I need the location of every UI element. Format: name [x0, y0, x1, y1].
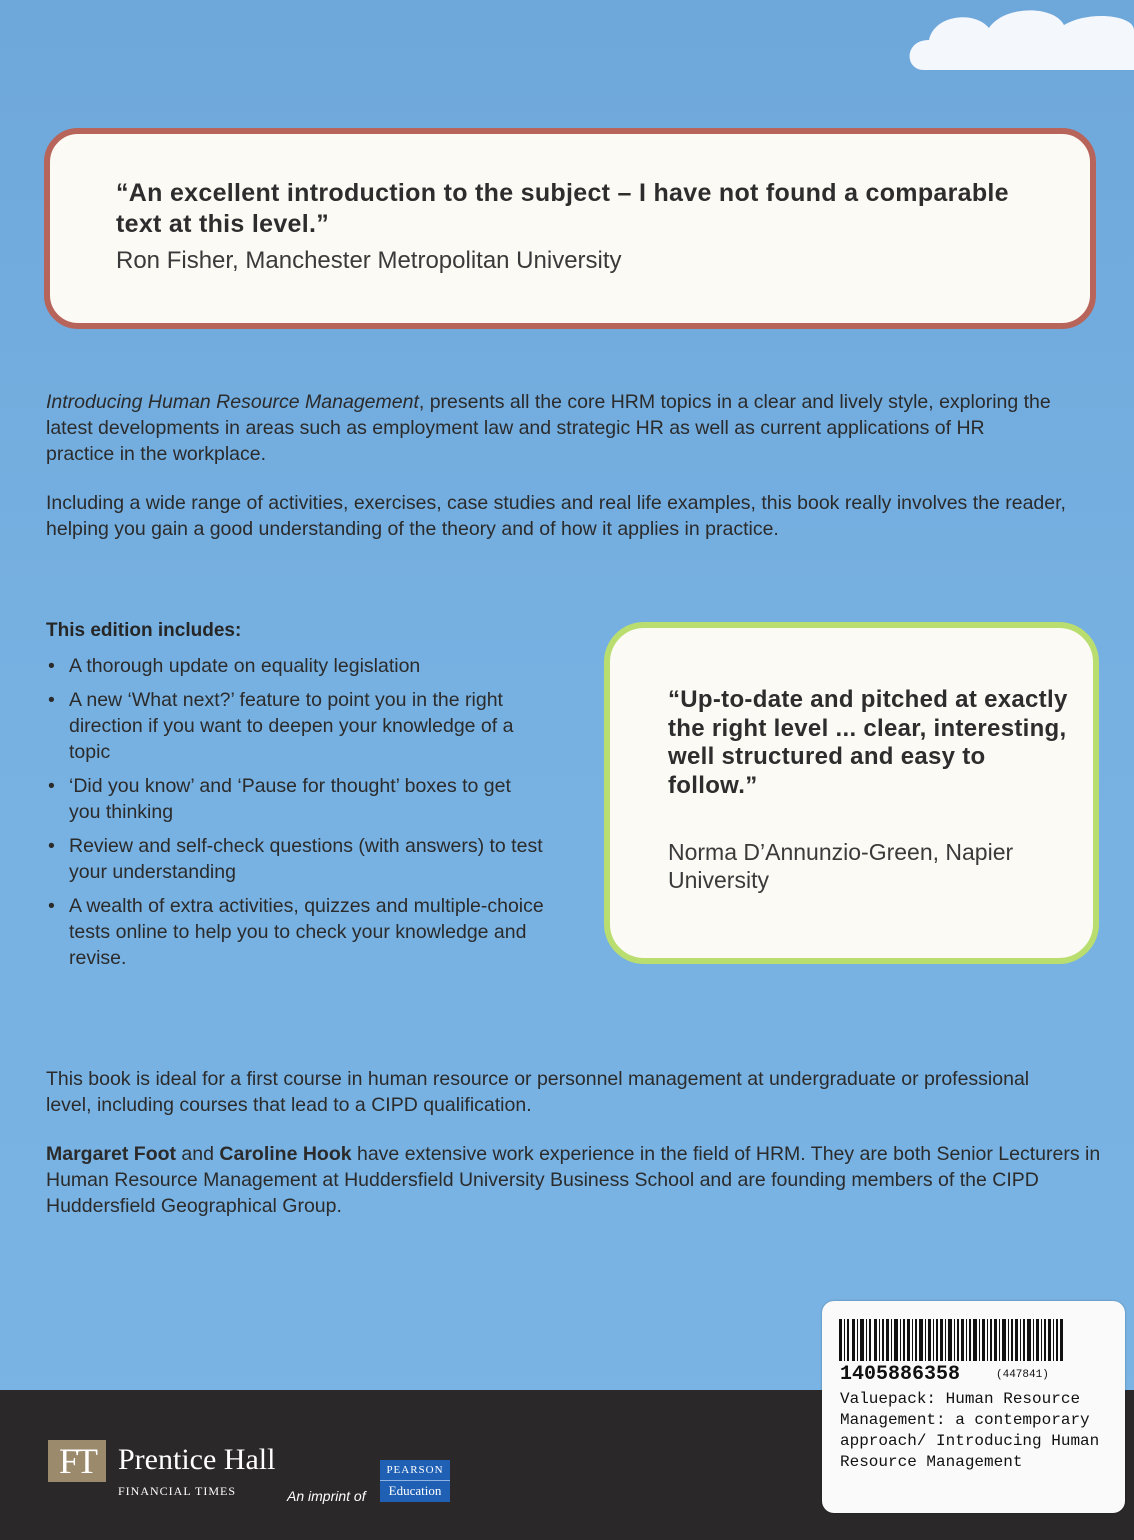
list-item-text: Review and self-check questions (with answers) to test your understanding: [69, 835, 543, 883]
intro-paragraph: [46, 389, 1056, 467]
list-item: [46, 773, 546, 825]
list-item: [46, 653, 546, 679]
quote-attribution: Norma D’Annunzio-Green, Napier University: [668, 839, 1014, 893]
list-item-text: A wealth of extra activities, quizzes and multiple-choice tests online to help you to check your knowledge and revise.: [69, 895, 544, 969]
author-bio: have extensive work experience in the field of HRM. They are both Senior Lecturers in Human Resource Management at Huddersfield University Business School and are founding members of the CIPD Huddersfield Geographical Group.: [46, 1143, 1101, 1217]
sticker-description: Valuepack: Human Resource Management: a contemporary approach/ Introducing Human Resource Management: [840, 1390, 1100, 1471]
quote-text: “An excellent introduction to the subject – I have not found a comparable text at this level.”: [116, 179, 1009, 238]
conjunction: and: [176, 1143, 220, 1165]
intro-text: , presents all the core HRM topics in a clear and lively style, exploring the latest developments in areas such as employment law and strategic HR as well as current applications of HR practice in the workplace.: [46, 391, 1051, 465]
isbn-number: 1405886358: [840, 1363, 961, 1386]
list-item: [46, 893, 546, 971]
list-item-text: A thorough update on equality legislation: [69, 655, 421, 677]
sticker-code: (447841): [996, 1369, 1049, 1381]
list-item-text: ‘Did you know’ and ‘Pause for thought’ boxes to get you thinking: [69, 775, 511, 823]
list-item-text: A new ‘What next?’ feature to point you in the right direction if you want to deepen your knowledge of a topic: [69, 689, 514, 763]
bullet-icon: •: [48, 835, 55, 857]
pearson-logo: [380, 1460, 450, 1502]
bullet-icon: •: [48, 775, 55, 797]
bullet-icon: •: [48, 895, 55, 917]
quote-box-fisher: [44, 128, 1096, 329]
author-name: Caroline Hook: [219, 1143, 352, 1165]
pearson-logo-bottom: Education: [388, 1483, 442, 1498]
bullet-icon: •: [48, 689, 55, 711]
quote-text: “Up-to-date and pitched at exactly the right level ... clear, interesting, well structured and easy to follow.”: [668, 686, 1068, 799]
list-item: [46, 687, 546, 765]
ft-logo: FT: [48, 1440, 106, 1482]
publisher-subtitle: FINANCIAL TIMES: [118, 1484, 237, 1498]
bullet-icon: •: [48, 655, 55, 677]
quote-box-dannunzio: [604, 622, 1099, 964]
list-item: [46, 833, 546, 885]
barcode-sticker: [822, 1301, 1125, 1513]
edition-list: [46, 653, 546, 979]
authors-paragraph: [46, 1141, 1106, 1219]
pearson-logo-top: PEARSON: [380, 1460, 450, 1481]
quote-attribution: Ron Fisher, Manchester Metropolitan University: [116, 247, 622, 274]
edition-heading: This edition includes:: [46, 620, 242, 641]
author-name: Margaret Foot: [46, 1143, 177, 1165]
barcode-icon: [839, 1319, 1063, 1361]
cloud-decoration: [904, 0, 1134, 78]
publisher-name: Prentice Hall: [118, 1443, 276, 1476]
audience-paragraph: This book is ideal for a first course in human resource or personnel management at undergraduate or professional level, including courses that lead to a CIPD qualification.: [46, 1068, 1030, 1116]
activities-paragraph: Including a wide range of activities, exercises, case studies and real life examples, this book really involves the reader, helping you gain a good understanding of the theory and of how it applies in practice.: [46, 492, 1066, 540]
book-title: Introducing Human Resource Management: [46, 391, 419, 413]
imprint-text: An imprint of: [287, 1488, 366, 1504]
